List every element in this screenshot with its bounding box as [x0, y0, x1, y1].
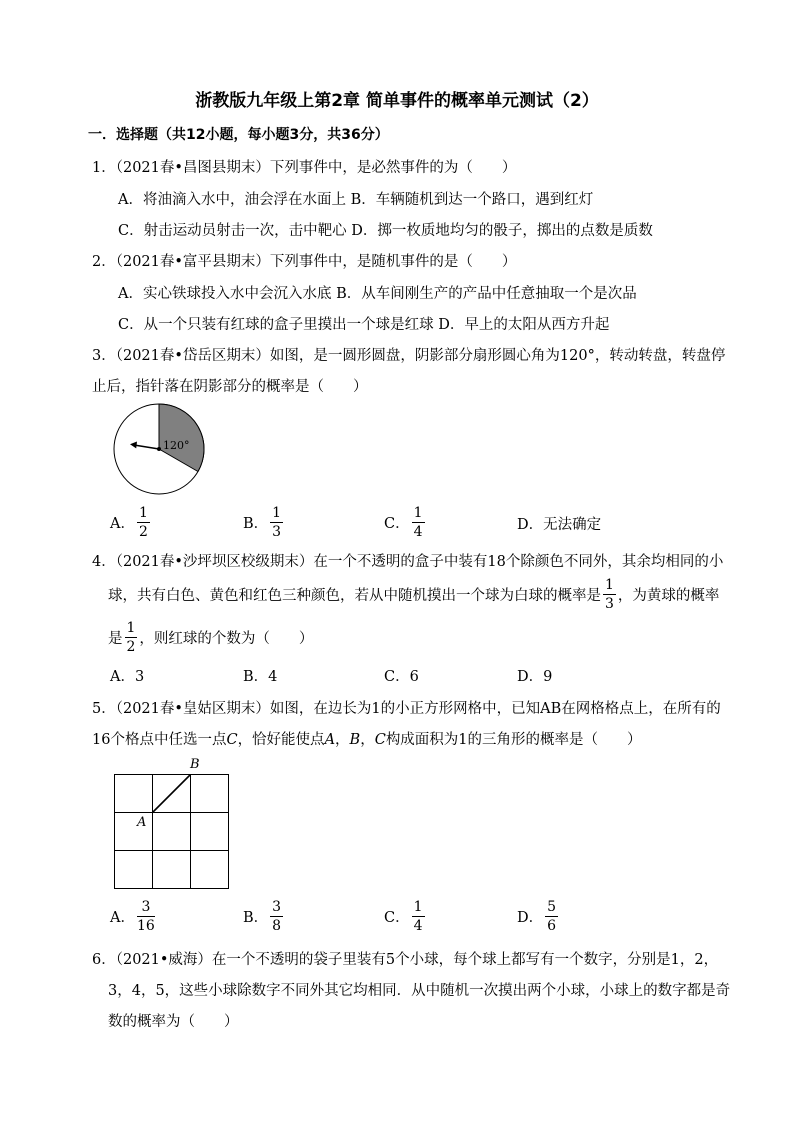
- q4-stem-line3: 是 $\frac{1}{2}$ ，则红球的个数为（ ）: [108, 620, 314, 655]
- q5-option-a: A． $\frac{3}{16}$: [110, 899, 155, 934]
- q4-option-b: B．4: [243, 669, 278, 685]
- q5-option-c: C． $\frac{1}{4}$: [384, 899, 423, 934]
- q2-options-ab: A．实心铁球投入水中会沉入水底 B．从车间刚生产的产品中任意抽取一个是次品: [118, 286, 637, 302]
- angle-label: 120°: [163, 439, 190, 452]
- q3-option-d: D．无法确定: [517, 517, 602, 533]
- q6-stem-line2: 3，4，5，这些小球除数字不同外其它均相同．从中随机一次摸出两个小球，小球上的数字都是奇: [108, 983, 731, 999]
- q2-options-cd: C．从一个只装有红球的盒子里摸出一个球是红球 D．早上的太阳从西方升起: [118, 317, 610, 333]
- q3-stem-line2: 止后，指针落在阴影部分的概率是（ ）: [92, 379, 368, 395]
- q5-grid-figure: [110, 752, 240, 894]
- page-title: 浙教版九年级上第2章 简单事件的概率单元测试（2）: [195, 91, 599, 111]
- segment-ab: [153, 775, 191, 813]
- q6-stem-line1: 6．（2021•威海）在一个不透明的袋子里装有5个小球，每个球上都写有一个数字，分别是1，2，: [92, 952, 719, 968]
- q4-option-c: C．6: [384, 669, 419, 685]
- q5-option-b: B． $\frac{3}{8}$: [243, 899, 282, 934]
- q4-option-a: A．3: [110, 669, 145, 685]
- q1-stem: 1．（2021春•昌图县期末）下列事件中，是必然事件的为（ ）: [92, 160, 517, 176]
- q3-spinner-figure: [110, 400, 210, 500]
- q1-options-ab: A．将油滴入水中，油会浮在水面上 B．车辆随机到达一个路口，遇到红灯: [118, 192, 594, 208]
- spinner-center: [157, 447, 161, 451]
- q3-stem-line1: 3．（2021春•岱岳区期末）如图，是一圆形圆盘，阴影部分扇形圆心角为120°，转动转盘，转盘停: [92, 348, 726, 364]
- q3-option-a: A． $\frac{1}{2}$: [110, 505, 148, 540]
- point-b-label: B: [190, 757, 200, 772]
- q4-stem-line1: 4．（2021春•沙坪坝区校级期末）在一个不透明的盒子中装有18个除颜色不同外，其余均相同的小: [92, 554, 724, 570]
- q3-option-c: C． $\frac{1}{4}$: [384, 505, 423, 540]
- q6-stem-line3: 数的概率为（ ）: [108, 1014, 239, 1030]
- q2-stem: 2．（2021春•富平县期末）下列事件中，是随机事件的是（ ）: [92, 254, 517, 270]
- grid-outer: [115, 775, 229, 889]
- q5-stem-line2: 16个格点中任选一点C，恰好能使点A，B，C构成面积为1的三角形的概率是（ ）: [92, 732, 642, 748]
- section-heading: 一．选择题（共12小题，每小题3分，共36分）: [88, 127, 389, 143]
- q5-stem-line1: 5．（2021春•皇姑区期末）如图，在边长为1的小正方形网格中，已知AB在网格格点上，在所有的: [92, 701, 721, 717]
- q4-stem-line2: 球，共有白色、黄色和红色三种颜色，若从中随机摸出一个球为白球的概率是 $\frac{1}{3}$ ，为黄球的概率: [108, 577, 720, 612]
- point-a-label: A: [137, 815, 147, 830]
- q5-option-d: D． $\frac{5}{6}$: [517, 899, 557, 934]
- q3-option-b: B． $\frac{1}{3}$: [243, 505, 282, 540]
- q1-options-cd: C．射击运动员射击一次，击中靶心 D．掷一枚质地均匀的骰子，掷出的点数是质数: [118, 223, 653, 239]
- q4-option-d: D．9: [517, 669, 553, 685]
